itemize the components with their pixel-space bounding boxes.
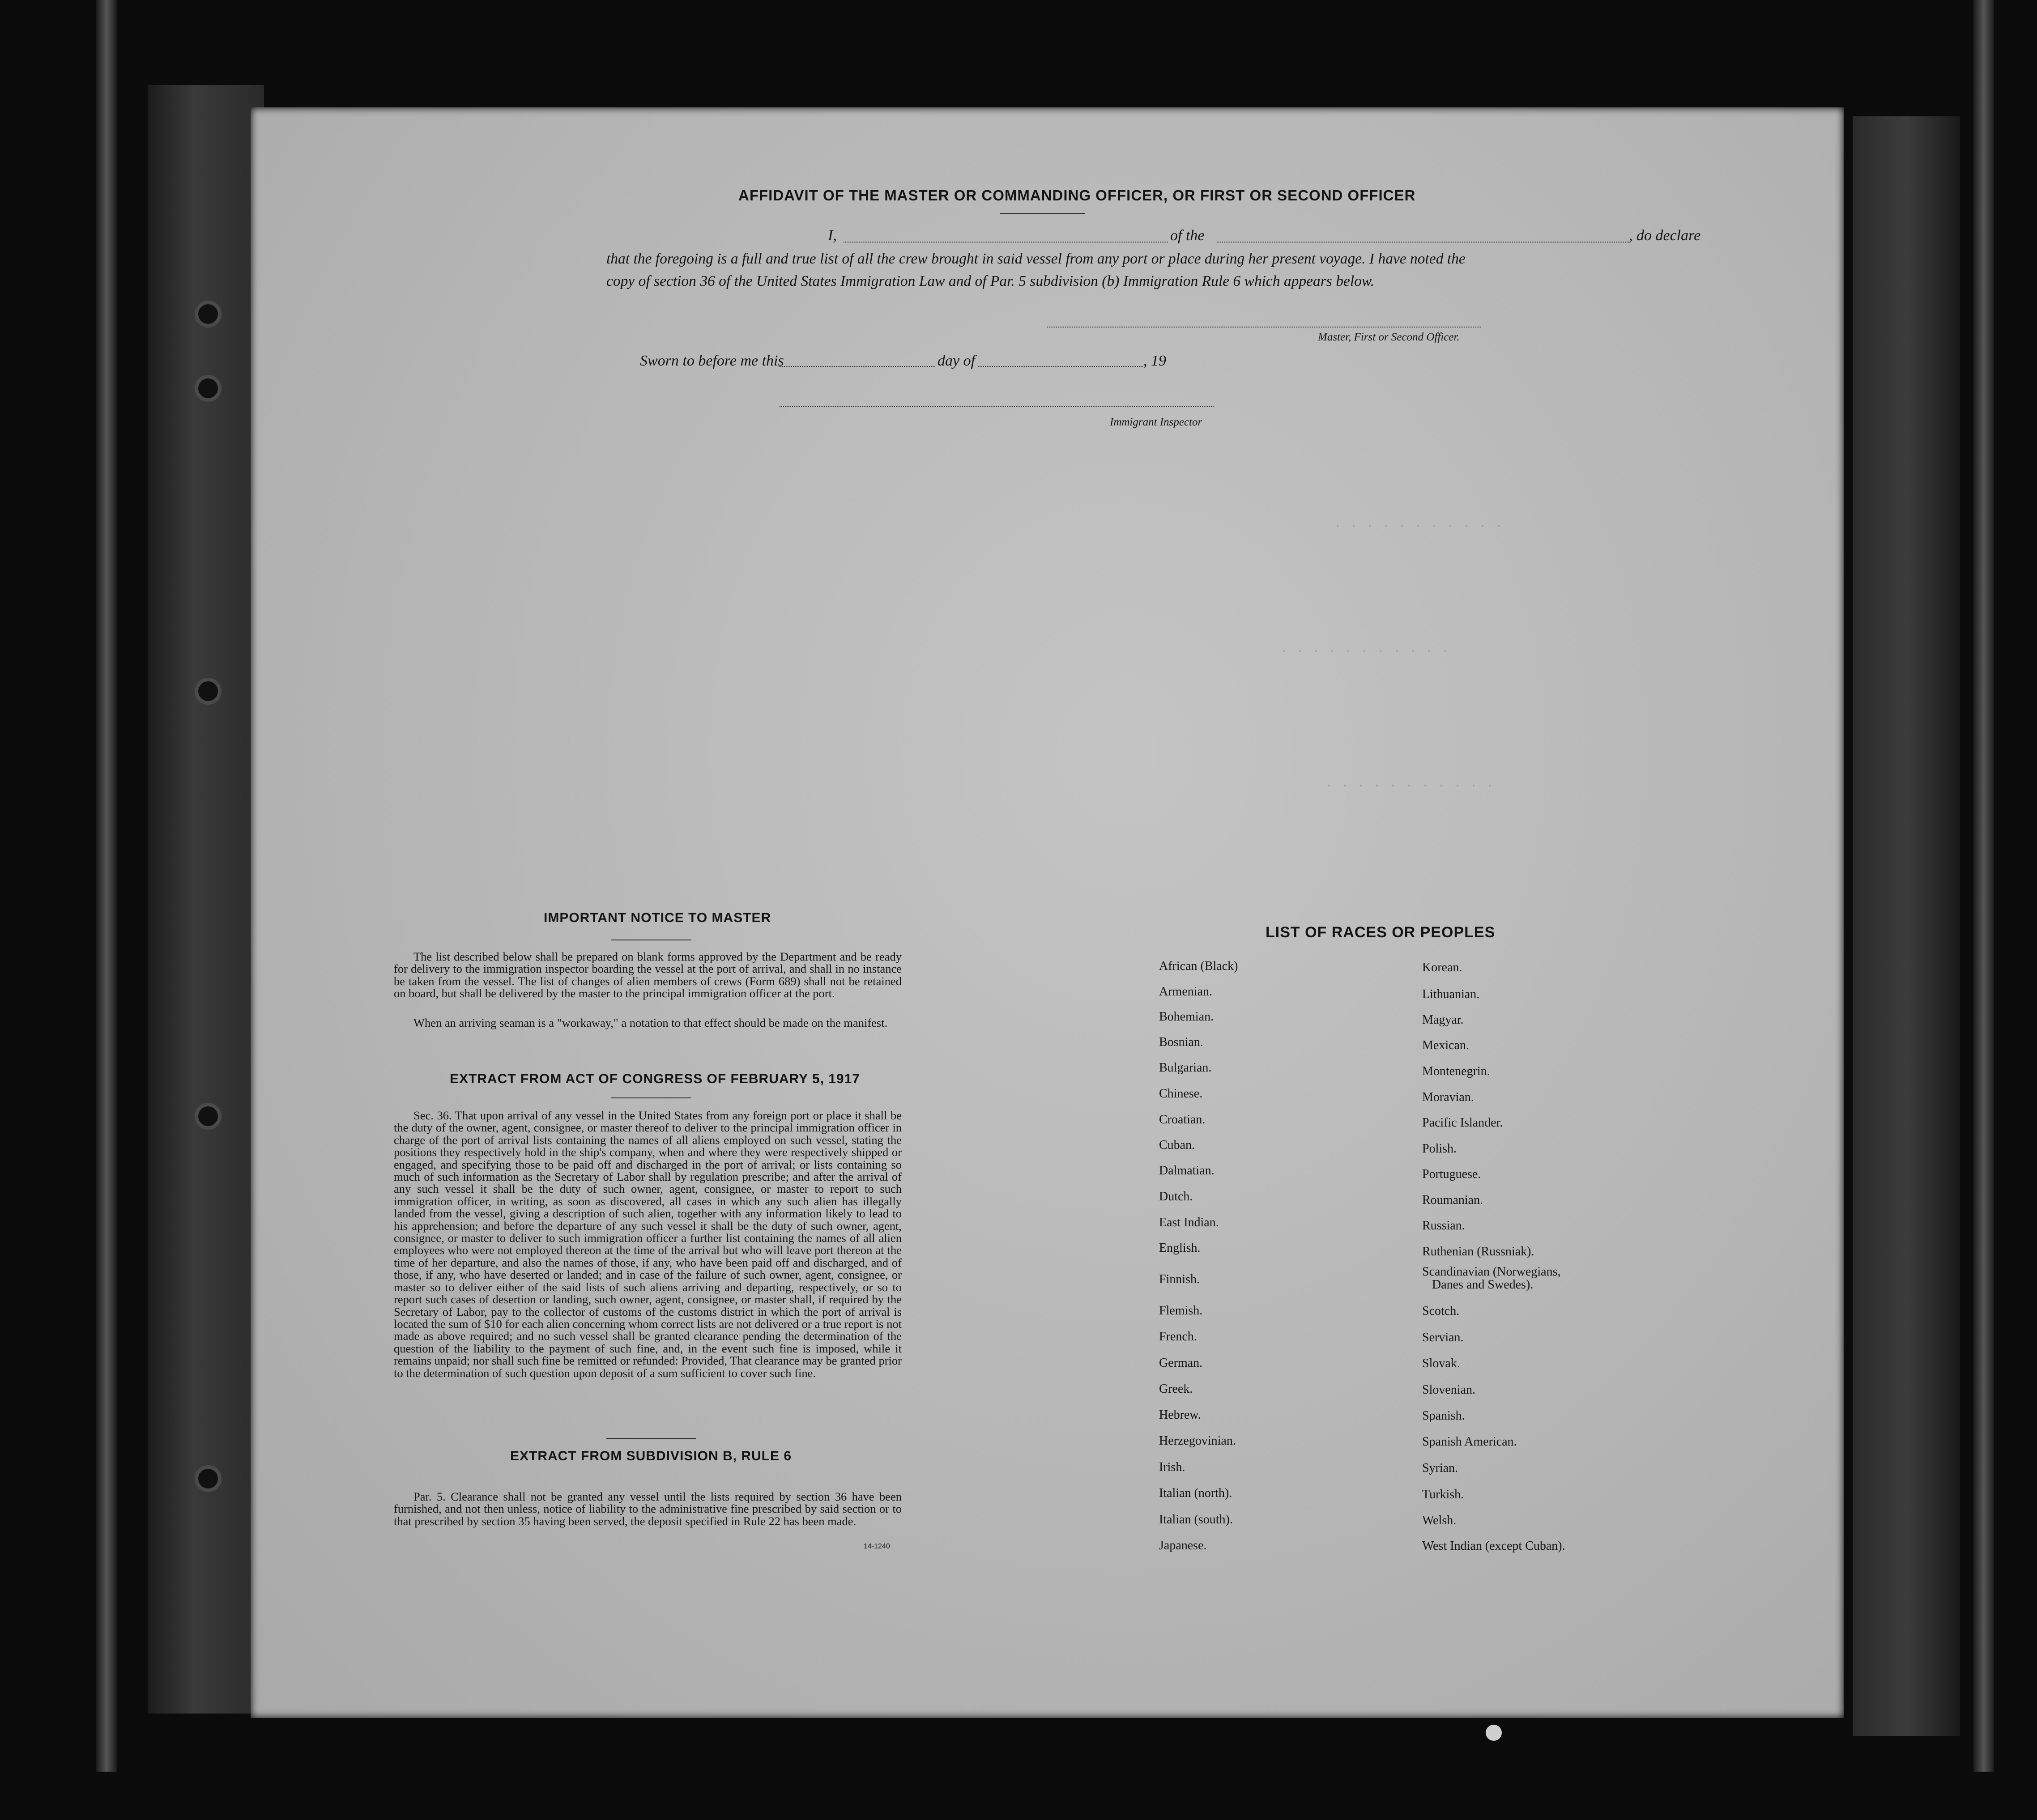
affidavit-title: AFFIDAVIT OF THE MASTER OR COMMANDING OFFICER, OR FIRST OR SECOND OFFICER (738, 187, 1416, 204)
race-item: Italian (north). (1159, 1486, 1232, 1500)
race-item: French. (1159, 1330, 1197, 1344)
notice-paragraph-1: The list described below shall be prepared on blank forms approved by the Department and be ready for delivery to the immigration inspector boarding the vessel at the port of arrival, and shall in no instance be taken from the vessel. The list of changes of alien members of crews (Form 689) shall not be retained on board, but shall be delivered by the master to the principal immigration officer at the port. (394, 950, 902, 1000)
race-item: Dalmatian. (1159, 1164, 1215, 1178)
race-item: Montenegrin. (1422, 1064, 1490, 1078)
extract-rule-text: Par. 5. Clearance shall not be granted any vessel until the lists required by section 36 have been furnished, and not then unless, notice of liability to the administrative fine prescribed by said section or to that prescribed by section 35 having been served, the deposit specified in Rule 22 has been made. (394, 1490, 902, 1528)
sworn-year: , 19 (1143, 353, 1166, 369)
race-item: Hebrew. (1159, 1408, 1201, 1422)
race-item: Scotch. (1422, 1304, 1460, 1318)
sworn-day-blank (779, 366, 935, 367)
master-caption: Master, First or Second Officer. (1318, 331, 1460, 343)
race-item: Slovenian. (1422, 1383, 1475, 1397)
race-item: German. (1159, 1356, 1203, 1370)
race-item: Italian (south). (1159, 1513, 1233, 1527)
section-divider-rule (606, 1438, 696, 1439)
inspector-signature-line (780, 406, 1214, 407)
race-item: Moravian. (1422, 1090, 1474, 1104)
binding-hole (195, 1103, 222, 1130)
race-item: Spanish. (1422, 1409, 1465, 1423)
race-item: Polish. (1422, 1142, 1457, 1156)
extract-rule-title: EXTRACT FROM SUBDIVISION B, RULE 6 (510, 1449, 792, 1463)
race-item: Finnish. (1159, 1272, 1200, 1286)
race-item: Lithuanian. (1422, 987, 1480, 1001)
races-title: LIST OF RACES OR PEOPLES (1266, 924, 1496, 941)
race-item: Danes and Swedes). (1432, 1278, 1534, 1292)
race-item: Servian. (1422, 1331, 1464, 1344)
race-item: Cuban. (1159, 1138, 1195, 1152)
race-item: Pacific Islander. (1422, 1116, 1503, 1130)
inspector-caption: Immigrant Inspector (1110, 416, 1202, 428)
binding-hole (195, 678, 222, 705)
affidavit-line3: copy of section 36 of the United States Immigration Law and of Par. 5 subdivision (b) Immigration Rule 6 which appears below. (606, 273, 1375, 289)
race-item: Magyar. (1422, 1013, 1464, 1027)
film-dot (1486, 1725, 1502, 1741)
race-item: Chinese. (1159, 1087, 1203, 1101)
form-number: 14-1240 (864, 1543, 890, 1550)
affidavit-line2: that the foregoing is a full and true list of all the crew brought in said vessel from any port or place during her present voyage. I have noted the (606, 251, 1466, 267)
race-item: English. (1159, 1241, 1201, 1255)
race-item: African (Black) (1159, 959, 1238, 973)
document-page (251, 107, 1844, 1718)
extract-act-title-rule (611, 1097, 691, 1098)
bleed-through-text: · · · · · · · · · · · (1334, 519, 1503, 534)
race-item: Armenian. (1159, 985, 1212, 999)
affidavit-line1-mid: of the (1170, 227, 1205, 244)
sworn-day: day of (938, 353, 976, 369)
race-item: West Indian (except Cuban). (1422, 1539, 1565, 1553)
race-item: Mexican. (1422, 1038, 1469, 1052)
binding-hole (195, 301, 222, 327)
race-item: Ruthenian (Russniak). (1422, 1245, 1534, 1259)
race-item: Scandinavian (Norwegians, (1422, 1265, 1561, 1279)
race-item: Herzegovinian. (1159, 1434, 1236, 1448)
notice-title: IMPORTANT NOTICE TO MASTER (544, 910, 771, 925)
race-item: Spanish American. (1422, 1435, 1517, 1449)
binding-right (1853, 116, 1960, 1736)
film-edge-left (96, 0, 117, 1772)
race-item: Dutch. (1159, 1190, 1193, 1203)
sworn-month-blank (978, 366, 1143, 367)
race-item: Syrian. (1422, 1461, 1458, 1475)
binding-hole (195, 375, 222, 402)
race-item: Roumanian. (1422, 1193, 1483, 1207)
race-item: Turkish. (1422, 1488, 1464, 1501)
race-item: Croatian. (1159, 1113, 1206, 1127)
affidavit-line1-prefix: I, (828, 227, 837, 244)
bleed-through-text: · · · · · · · · · · · (1325, 778, 1494, 794)
race-item: Russian. (1422, 1219, 1465, 1233)
race-item: Slovak. (1422, 1356, 1460, 1370)
race-item: Welsh. (1422, 1514, 1457, 1527)
race-item: Portuguese. (1422, 1167, 1481, 1181)
race-item: Korean. (1422, 961, 1462, 974)
race-item: Bosnian. (1159, 1035, 1203, 1049)
race-item: Flemish. (1159, 1304, 1203, 1318)
affidavit-line1-suffix: , do declare (1629, 227, 1701, 244)
race-item: Bohemian. (1159, 1010, 1214, 1024)
race-item: East Indian. (1159, 1216, 1219, 1229)
binding-hole (195, 1465, 222, 1492)
bleed-through-text: · · · · · · · · · · · (1280, 644, 1449, 659)
film-edge-right (1973, 0, 1994, 1772)
notice-paragraph-2: When an arriving seaman is a "workaway," a notation to that effect should be made on the manifest. (413, 1016, 888, 1029)
extract-act-text: Sec. 36. That upon arrival of any vessel in the United States from any foreign port or place it shall be the duty of the owner, agent, consignee, or master thereof to deliver to the principal immigration officer in charge of the port of arrival lists containing the names of all aliens employed on such vessel, stating the positions they respectively hold in the ship's company, when and where they were respectively shipped or engaged, and specifying those to be paid off and discharged in the port of arrival; or lists containing so much of such information as the Secretary of Labor shall by regulation prescribe; and after the arrival of any such vessel it shall be the duty of such owner, agent, consignee, or master to report to such immigration officer, in writing, as soon as discovered, all cases in which any such alien has illegally landed from the vessel, giving a description of such alien, together with any information likely to lead to his apprehension; and before the departure of any such vessel it shall be the duty of such owner, agent, consignee, or master to deliver to such immigration officer a further list containing the names of all alien employees who were not employed thereon at the time of the arrival but who will leave port thereon at the time of her departure, and also the names of those, if any, who have been paid off and discharged, and of those, if any, who have deserted or landed; and in case of the failure of such owner, agent, consignee, or master so to deliver either of the said lists of such aliens arriving and departing, respectively, or so to report such cases of desertion or landing, such owner, agent, consignee, or master shall, if required by the Secretary of Labor, pay to the collector of customs of the customs district in which the port of arrival is located the sum of $10 for each alien concerning whom correct lists are not delivered or a true report is not made as above required; and no such vessel shall be granted clearance pending the determination of the question of the liability to the payment of such fine, and, in the event such fine is imposed, while it remains unpaid; nor shall such fine be remitted or refunded: Provided, That clearance may be granted prior to the determination of such question upon deposit of a sum sufficient to cover such fine. (394, 1109, 902, 1380)
race-item: Irish. (1159, 1460, 1185, 1474)
sworn-prefix: Sworn to before me this (640, 353, 784, 369)
extract-act-title: EXTRACT FROM ACT OF CONGRESS OF FEBRUARY 5, 1917 (450, 1072, 860, 1086)
race-item: Greek. (1159, 1382, 1193, 1396)
affidavit-title-rule (1000, 213, 1085, 214)
race-item: Japanese. (1159, 1539, 1207, 1552)
race-item: Bulgarian. (1159, 1061, 1212, 1075)
